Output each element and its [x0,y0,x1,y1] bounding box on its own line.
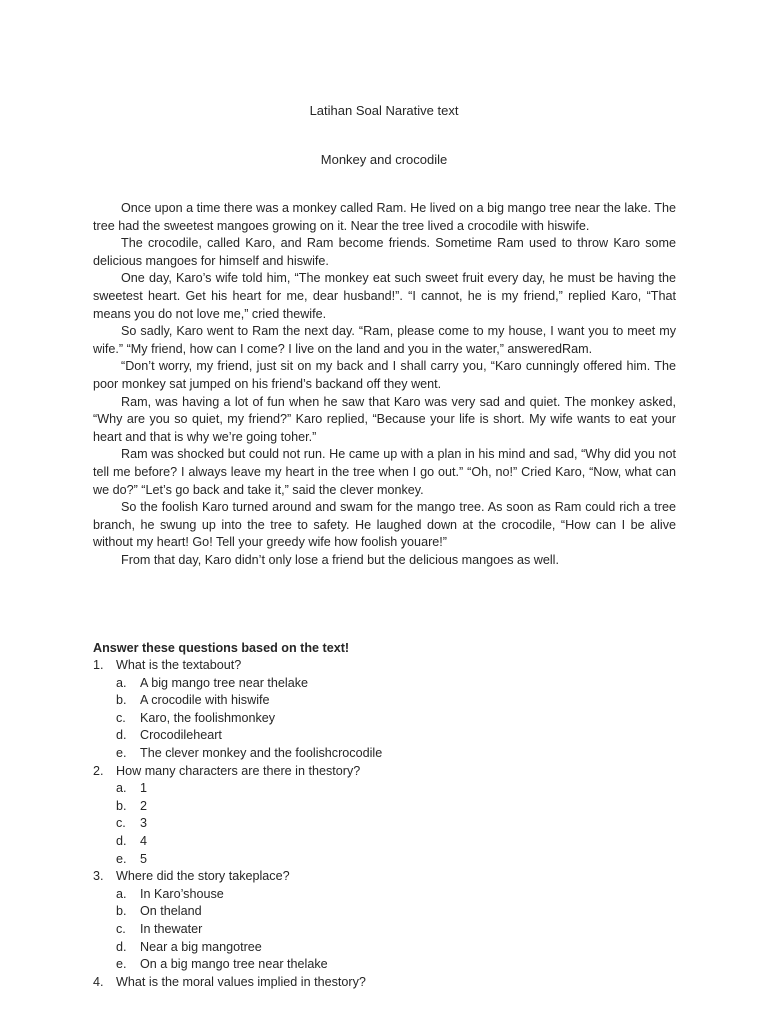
option-letter: e. [116,851,127,866]
question-item [93,974,693,992]
question-number: 2. [93,763,104,778]
option-letter: b. [116,693,127,708]
option-letter: c. [116,816,126,831]
question-text: Where did the story takeplace? [116,869,290,884]
question-item [93,868,693,974]
story-paragraph: From that day, Karo didn’t only lose a friend but the delicious mangoes as well. [121,552,559,567]
answer-option [116,745,693,763]
answer-option [116,956,693,974]
option-text: In thewater [140,921,203,936]
questions-heading: Answer these questions based on the text! [93,641,350,655]
option-letter: b. [116,904,127,919]
answer-option [116,851,693,869]
story-paragraph: Ram was shocked but could not run. He came up with a plan in his mind and sad, “Why did you not tell me before? I always leave my heart in the tree when I go out.” “Oh, no!” Cried Karo, “Now, what can we do?” “Let’s go back and take it,” said the clever monkey. [93,447,676,497]
option-text: 3 [140,816,148,831]
answer-option [116,921,693,939]
option-letter: c. [116,921,126,936]
option-letter: b. [116,798,127,813]
document-title: Latihan Soal Narative text [309,103,459,118]
story-text [93,200,676,569]
option-letter: a. [116,886,127,901]
option-text: 1 [140,781,148,796]
answer-option [116,886,693,904]
option-text: 5 [140,851,148,866]
option-text: 2 [140,798,148,813]
answer-options [116,675,693,763]
question-item [93,657,693,763]
answer-option [116,675,693,693]
story-paragraph: Once upon a time there was a monkey called Ram. He lived on a big mango tree near the lake. The tree had the sweetest mangoes growing on it. Near the tree lived a crocodile with hiswife. [93,201,676,233]
option-text: Crocodileheart [140,728,222,743]
answer-option [116,939,693,957]
answer-option [116,903,693,921]
answer-option [116,798,693,816]
story-paragraph: One day, Karo’s wife told him, “The monkey eat such sweet fruit every day, he must be having the sweetest heart. Get his heart for me, dear husband!”. “I cannot, he is my friend,” replied Karo, “That means you do not love me,” cried thewife. [93,271,676,321]
option-letter: a. [116,781,127,796]
option-letter: d. [116,833,127,848]
question-text: What is the moral values implied in thestory? [116,974,366,989]
option-letter: c. [116,710,126,725]
option-text: The clever monkey and the foolishcrocodile [140,745,383,760]
answer-options [116,886,693,974]
question-text: How many characters are there in thestory? [116,763,361,778]
story-paragraph: So the foolish Karo turned around and swam for the mango tree. As soon as Ram could rich a tree branch, he swung up into the tree to safety. He laughed down at the crocodile, “How can I be alive without my heart! Go! Tell your greedy wife how foolish youare!” [93,500,676,550]
answer-option [116,727,693,745]
answer-option [116,833,693,851]
option-letter: d. [116,728,127,743]
answer-option [116,780,693,798]
questions-list [93,657,693,991]
question-item [93,763,693,869]
answer-option [116,692,693,710]
option-letter: d. [116,939,127,954]
option-letter: e. [116,957,127,972]
option-text: Karo, the foolishmonkey [140,710,276,725]
option-text: On theland [140,904,202,919]
option-text: 4 [140,833,148,848]
question-text: What is the textabout? [116,658,242,672]
option-text: Near a big mangotree [140,939,262,954]
answer-option [116,710,693,728]
story-paragraph: So sadly, Karo went to Ram the next day. “Ram, please come to my house, I want you to meet my wife.” “My friend, how can I come? I live on the land and you in the water,” answeredRam. [93,324,676,356]
answer-options [116,780,693,868]
option-text: A big mango tree near thelake [140,675,309,690]
option-letter: a. [116,675,127,690]
option-text: On a big mango tree near thelake [140,957,328,972]
question-number: 3. [93,869,104,884]
story-paragraph: Ram, was having a lot of fun when he saw that Karo was very sad and quiet. The monkey asked, “Why are you so quiet, my friend?” Karo replied, “Because your life is short. My wife wants to eat your heart and that is why we’re going toher.” [93,394,676,444]
option-text: In Karo’shouse [140,886,224,901]
answer-option [116,815,693,833]
option-letter: e. [116,745,127,760]
story-paragraph: “Don’t worry, my friend, just sit on my back and I shall carry you, “Karo cunningly offered him. The poor monkey sat jumped on his friend’s backand off they went. [93,359,676,391]
question-number: 1. [93,658,104,672]
question-number: 4. [93,974,104,989]
story-title: Monkey and crocodile [320,152,448,167]
option-text: A crocodile with hiswife [140,693,270,708]
story-paragraph: The crocodile, called Karo, and Ram become friends. Sometime Ram used to throw Karo some delicious mangoes for himself and hiswife. [93,236,676,268]
